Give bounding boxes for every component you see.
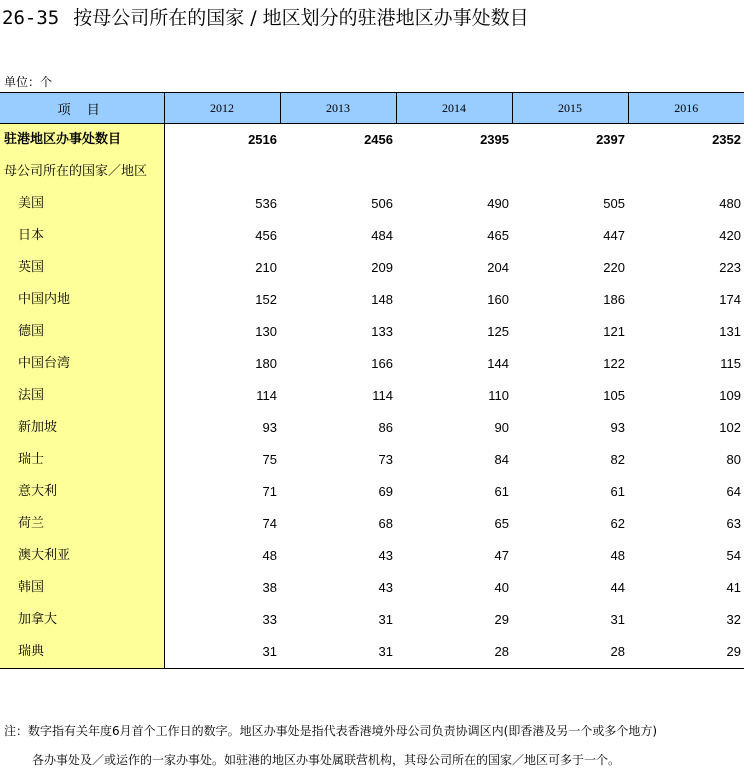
header-year: 2012: [164, 93, 280, 124]
cell-value: 186: [603, 292, 625, 307]
row-label: 瑞士: [0, 444, 164, 476]
cell-value: 54: [726, 548, 741, 563]
row-label: 韩国: [0, 572, 164, 604]
cell-value: 210: [255, 260, 277, 275]
unit-label: 单位：个: [4, 75, 53, 89]
cell-value: 114: [256, 388, 277, 403]
table-title: 按母公司所在的国家 / 地区划分的驻港地区办事处数目: [73, 7, 529, 29]
cell-value: 31: [378, 612, 393, 627]
header-year: 2015: [512, 93, 628, 124]
cell-value: 204: [487, 260, 509, 275]
table-row: [0, 476, 744, 508]
cell-value: 209: [371, 260, 393, 275]
cell-value: 65: [494, 516, 509, 531]
cell-value: 484: [371, 228, 393, 243]
cell-value: 2397: [596, 132, 625, 147]
row-label: 瑞典: [0, 636, 164, 669]
row-label: 加拿大: [0, 604, 164, 636]
cell-value: 536: [255, 196, 277, 211]
cell-value: 122: [603, 356, 625, 371]
row-label: 美国: [0, 188, 164, 220]
cell-value: 74: [262, 516, 277, 531]
cell-value: 480: [719, 196, 741, 211]
page-title: [2, 6, 529, 30]
cell-value: 220: [603, 260, 625, 275]
cell-value: 43: [378, 548, 393, 563]
data-table: [0, 92, 744, 669]
cell-value: 38: [262, 580, 277, 595]
cell-value: 160: [487, 292, 509, 307]
cell-value: 48: [262, 548, 277, 563]
cell-value: 80: [726, 452, 741, 467]
cell-value: 130: [255, 324, 277, 339]
table-row: [0, 284, 744, 316]
cell-value: 133: [371, 324, 393, 339]
table-row: [0, 572, 744, 604]
row-label: 新加坡: [0, 412, 164, 444]
row-label: 澳大利亚: [0, 540, 164, 572]
cell-value: 90: [494, 420, 509, 435]
table-row: [0, 444, 744, 476]
cell-value: 93: [262, 420, 277, 435]
cell-value: 114: [372, 388, 393, 403]
cell-value: 110: [488, 388, 509, 403]
cell-value: 32: [726, 612, 741, 627]
row-label: 英国: [0, 252, 164, 284]
row-label: 日本: [0, 220, 164, 252]
cell-value: 47: [494, 548, 509, 563]
cell-value: 29: [628, 636, 744, 669]
cell-value: 2352: [712, 132, 741, 147]
row-label: 中国内地: [0, 284, 164, 316]
cell-value: 33: [262, 612, 277, 627]
table-row: [0, 348, 744, 380]
cell-value: 456: [255, 228, 277, 243]
cell-value: 115: [720, 356, 741, 371]
cell-value: 505: [603, 196, 625, 211]
cell-value: 144: [487, 356, 509, 371]
cell-value: 490: [487, 196, 509, 211]
cell-value: 2395: [480, 132, 509, 147]
cell-value: 43: [378, 580, 393, 595]
section-row: [0, 156, 744, 188]
section-label: 母公司所在的国家／地区: [0, 156, 164, 188]
footnote-line: 注：数字指有关年度6月首个工作日的数字。地区办事处是指代表香港境外母公司负责协调区内(即香港及另一个或多个地方): [4, 724, 658, 738]
cell-value: 44: [610, 580, 625, 595]
cell-value: 105: [603, 388, 625, 403]
cell-value: 125: [487, 324, 509, 339]
cell-value: 61: [494, 484, 509, 499]
cell-value: 62: [610, 516, 625, 531]
table-row: [0, 252, 744, 284]
table-number: 26-35: [2, 7, 60, 29]
cell-value: 148: [371, 292, 393, 307]
cell-value: 73: [378, 452, 393, 467]
cell-value: 166: [371, 356, 393, 371]
header-year: 2013: [280, 93, 396, 124]
cell-value: 41: [726, 580, 741, 595]
row-label: 意大利: [0, 476, 164, 508]
cell-value: 465: [487, 228, 509, 243]
cell-value: 174: [719, 292, 741, 307]
table-row: [0, 508, 744, 540]
cell-value: 447: [603, 228, 625, 243]
cell-value: 31: [280, 636, 396, 669]
footnote-line: 各办事处及／或运作的一家办事处。如驻港的地区办事处属联营机构，其母公司所在的国家／地区可多于一个。: [32, 753, 621, 767]
cell-value: 61: [610, 484, 625, 499]
cell-value: 84: [494, 452, 509, 467]
row-label: 法国: [0, 380, 164, 412]
cell-value: 28: [396, 636, 512, 669]
header-year: 2014: [396, 93, 512, 124]
cell-value: 420: [719, 228, 741, 243]
table-row: [0, 540, 744, 572]
header-year: 2016: [628, 93, 744, 124]
total-row: [0, 124, 744, 157]
cell-value: 71: [262, 484, 277, 499]
header-row: [0, 93, 744, 124]
row-label: 驻港地区办事处数目: [0, 124, 164, 157]
cell-value: 102: [719, 420, 741, 435]
cell-value: 28: [512, 636, 628, 669]
cell-value: 109: [719, 388, 741, 403]
cell-value: 40: [494, 580, 509, 595]
cell-value: 64: [726, 484, 741, 499]
cell-value: 2516: [248, 132, 277, 147]
cell-value: 31: [164, 636, 280, 669]
table-row: [0, 220, 744, 252]
cell-value: 506: [371, 196, 393, 211]
cell-value: 152: [255, 292, 277, 307]
cell-value: 86: [378, 420, 393, 435]
row-label: 中国台湾: [0, 348, 164, 380]
cell-value: 31: [610, 612, 625, 627]
cell-value: 82: [610, 452, 625, 467]
row-label: 荷兰: [0, 508, 164, 540]
cell-value: 2456: [364, 132, 393, 147]
cell-value: 121: [603, 324, 625, 339]
cell-value: 29: [494, 612, 509, 627]
cell-value: 180: [255, 356, 277, 371]
row-label: 德国: [0, 316, 164, 348]
table-row: [0, 188, 744, 220]
table-row: [0, 316, 744, 348]
header-item-label: 项 目: [0, 93, 164, 124]
cell-value: 75: [262, 452, 277, 467]
table-row: [0, 412, 744, 444]
cell-value: 223: [719, 260, 741, 275]
cell-value: 48: [610, 548, 625, 563]
cell-value: 131: [719, 324, 741, 339]
cell-value: 93: [610, 420, 625, 435]
cell-value: 69: [378, 484, 393, 499]
cell-value: 63: [726, 516, 741, 531]
table-row: [0, 636, 744, 669]
table-row: [0, 604, 744, 636]
cell-value: 68: [378, 516, 393, 531]
table-row: [0, 380, 744, 412]
